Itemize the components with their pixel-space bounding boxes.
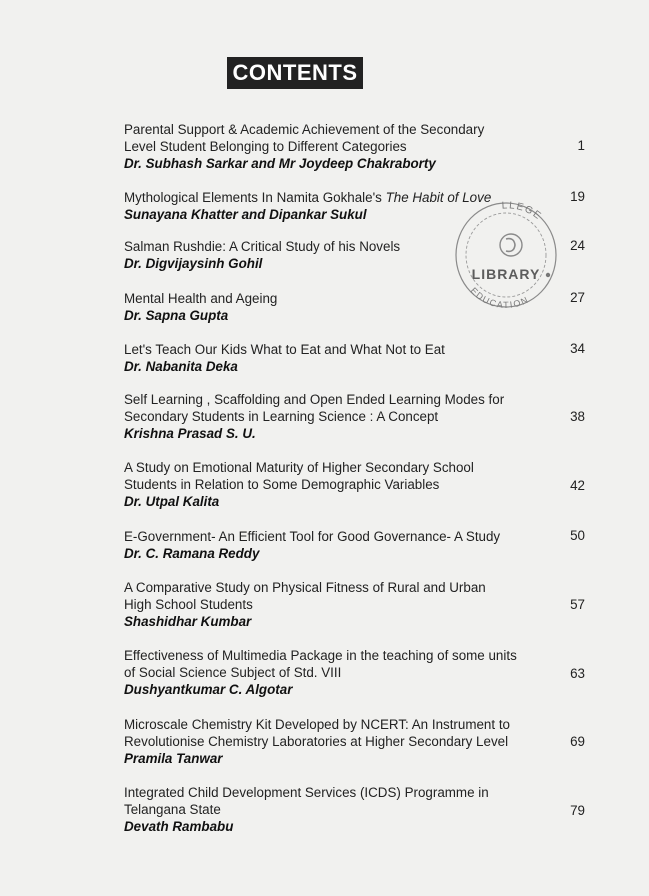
entry-title-line: of Social Science Subject of Std. VIII (124, 665, 342, 680)
toc-entry[interactable] (124, 579, 594, 630)
stamp-emblem-mark-icon (506, 239, 515, 252)
entry-authors: Devath Rambabu (124, 819, 234, 834)
toc-entry[interactable] (124, 528, 594, 562)
entry-authors: Dr. Sapna Gupta (124, 308, 229, 323)
entry-title-line: A Comparative Study on Physical Fitness of Rural and Urban (124, 580, 486, 595)
toc-entry[interactable] (124, 341, 594, 375)
toc-entry[interactable] (124, 459, 594, 510)
entry-title-line: Microscale Chemistry Kit Developed by NCERT: An Instrument to (124, 717, 510, 732)
library-stamp (448, 183, 560, 313)
stamp-dot-icon (546, 273, 550, 277)
entry-title-line: High School Students (124, 597, 253, 612)
entry-page-number: 79 (570, 803, 585, 818)
stamp-ring-top-text: LLEGE (501, 200, 544, 223)
toc-entry[interactable] (124, 716, 594, 767)
entry-authors: Dr. Utpal Kalita (124, 494, 220, 509)
entry-page-number: 69 (570, 734, 585, 749)
entry-page-number: 63 (570, 666, 585, 681)
toc-entry[interactable] (124, 391, 594, 442)
entry-title-plain: Mythological Elements In Namita Gokhale's (124, 190, 386, 205)
entry-title-line: Students in Relation to Some Demographic Variables (124, 477, 440, 492)
entry-page-number: 34 (570, 341, 585, 356)
entry-title-line: Revolutionise Chemistry Laboratories at Higher Secondary Level (124, 734, 509, 749)
entry-title-line: Integrated Child Development Services (ICDS) Programme in (124, 785, 489, 800)
entry-page-number: 50 (570, 528, 585, 543)
stamp-library-text: LIBRARY (471, 266, 541, 282)
entry-authors: Dr. Digvijaysinh Gohil (124, 256, 263, 271)
entry-page-number: 24 (570, 238, 585, 253)
entry-title-line: Let's Teach Our Kids What to Eat and What Not to Eat (124, 342, 445, 357)
entry-page-number: 19 (570, 189, 585, 204)
entry-authors: Dr. Subhash Sarkar and Mr Joydeep Chakraborty (124, 156, 436, 171)
entry-authors: Shashidhar Kumbar (124, 614, 252, 629)
entry-authors: Dushyantkumar C. Algotar (124, 682, 293, 697)
stamp-emblem-icon (500, 234, 522, 256)
entry-authors: Krishna Prasad S. U. (124, 426, 256, 441)
entry-title-line: E-Government- An Efficient Tool for Good Governance- A Study (124, 529, 501, 544)
entry-title-line: Secondary Students in Learning Science : A Concept (124, 409, 439, 424)
entry-title-line: Level Student Belonging to Different Categories (124, 139, 407, 154)
entry-page-number: 38 (570, 409, 585, 424)
toc-entry[interactable] (124, 647, 594, 698)
entry-page-number: 57 (570, 597, 585, 612)
entry-title-line: Telangana State (124, 802, 221, 817)
entry-authors: Sunayana Khatter and Dipankar Sukul (124, 207, 367, 222)
entry-title-line: Mental Health and Ageing (124, 291, 278, 306)
entry-authors: Pramila Tanwar (124, 751, 223, 766)
stamp-ring-bottom-text: EDUCATION (468, 285, 531, 310)
entry-title-line: A Study on Emotional Maturity of Higher Secondary School (124, 460, 474, 475)
entry-title-line: Salman Rushdie: A Critical Study of his Novels (124, 239, 401, 254)
toc-entry[interactable] (124, 121, 594, 172)
contents-heading: CONTENTS (227, 57, 363, 89)
entry-page-number: 27 (570, 290, 585, 305)
entry-page-number: 42 (570, 478, 585, 493)
entry-title-line: Effectiveness of Multimedia Package in the teaching of some units (124, 648, 517, 663)
entry-page-number: 1 (577, 138, 585, 153)
entry-title-italic: The Habit of Love (385, 190, 492, 205)
entry-title-line: Self Learning , Scaffolding and Open Ended Learning Modes for (124, 392, 505, 407)
toc-entry[interactable] (124, 784, 594, 835)
entry-authors: Dr. Nabanita Deka (124, 359, 238, 374)
entry-authors: Dr. C. Ramana Reddy (124, 546, 260, 561)
entry-title-line: Parental Support & Academic Achievement of the Secondary (124, 122, 485, 137)
